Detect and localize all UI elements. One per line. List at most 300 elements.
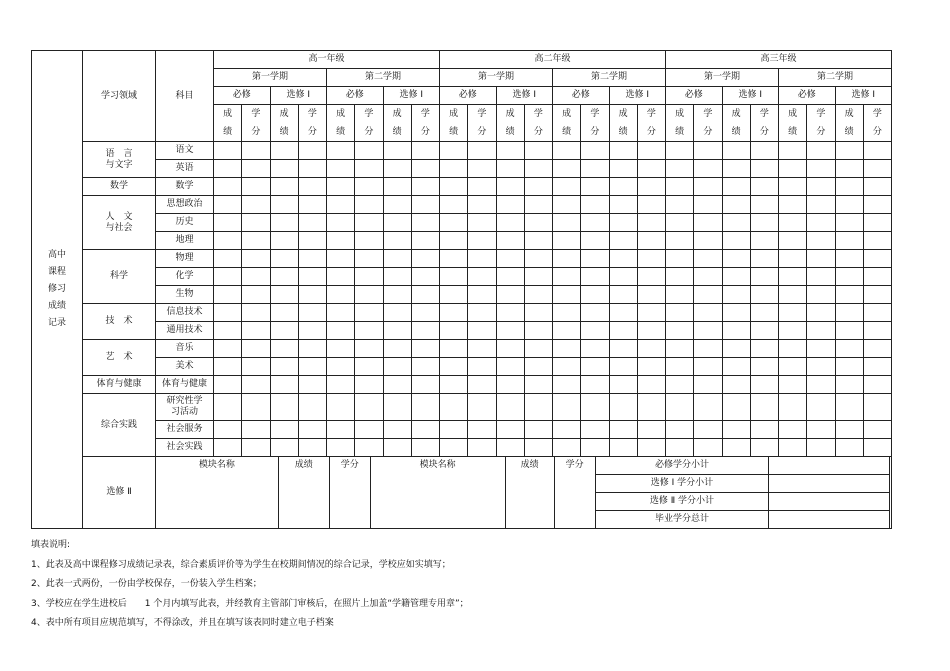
grade-entry-cell [298, 304, 326, 322]
grade-entry-cell [355, 232, 383, 250]
grade-entry-cell [779, 268, 807, 286]
grade-entry-cell [637, 232, 665, 250]
grade-entry-cell [609, 394, 637, 421]
grade-entry-cell [637, 160, 665, 178]
grade-entry-cell [383, 178, 411, 196]
instruction-item: 4、表中所有项目应规范填写，不得涂改，并且在填写该表同时建立电子档案 [31, 618, 334, 628]
grade-entry-cell [581, 160, 609, 178]
grade-entry-cell [383, 142, 411, 160]
grade-entry-cell [242, 178, 270, 196]
grade-entry-cell [440, 376, 468, 394]
elective2-table [156, 457, 891, 529]
grade-entry-cell [863, 304, 891, 322]
grade-entry-cell [835, 250, 863, 268]
grade-entry-cell [327, 142, 355, 160]
grade-entry-cell [694, 196, 722, 214]
grade-entry-cell [722, 250, 750, 268]
grade-entry-cell [637, 196, 665, 214]
grade-entry-cell [581, 394, 609, 421]
grade-entry-cell [609, 196, 637, 214]
grade-entry-cell [807, 142, 835, 160]
grade-entry-cell [637, 421, 665, 439]
score-header: 成 绩 [270, 105, 298, 142]
summary-value-cell [769, 457, 890, 475]
grade-entry-cell [411, 421, 439, 439]
grade-entry-cell [524, 232, 552, 250]
grade-entry-cell [327, 304, 355, 322]
grade-entry-cell [440, 421, 468, 439]
elective1-header: 选修 Ⅰ [835, 87, 892, 105]
grade-entry-cell [496, 286, 524, 304]
grade-entry-cell [242, 196, 270, 214]
grade-entry-cell [553, 232, 581, 250]
grade-entry-cell [468, 322, 496, 340]
grade-entry-cell [807, 196, 835, 214]
grade-entry-cell [581, 376, 609, 394]
grade-entry-cell [694, 178, 722, 196]
grade-entry-cell [270, 250, 298, 268]
grade-entry-cell [722, 421, 750, 439]
grade-entry-cell [214, 421, 242, 439]
grade-entry-cell [722, 394, 750, 421]
grade-entry-cell [863, 160, 891, 178]
grade-entry-cell [553, 268, 581, 286]
summary-label: 必修学分小计 [595, 457, 769, 475]
score-header: 成 绩 [496, 105, 524, 142]
grade-entry-cell [270, 178, 298, 196]
grade-entry-cell [383, 250, 411, 268]
grade-entry-cell [581, 358, 609, 376]
required-header: 必修 [779, 87, 836, 105]
grade-entry-cell [666, 394, 694, 421]
grade-entry-cell [496, 358, 524, 376]
grade-entry-cell [383, 268, 411, 286]
grade-entry-cell [609, 421, 637, 439]
subject-cell: 社会服务 [156, 421, 214, 439]
subject-cell: 语文 [156, 142, 214, 160]
grade-entry-cell [242, 286, 270, 304]
credit-header: 学 分 [411, 105, 439, 142]
grade-entry-cell [270, 196, 298, 214]
grade-entry-cell [722, 286, 750, 304]
grade-entry-cell [750, 304, 778, 322]
score-header: 成 绩 [666, 105, 694, 142]
grade-entry-cell [807, 340, 835, 358]
grade-entry-cell [468, 304, 496, 322]
grade-entry-cell [298, 322, 326, 340]
subject-cell: 社会实践 [156, 439, 214, 457]
grade-entry-cell [242, 376, 270, 394]
grade-entry-cell [440, 178, 468, 196]
grade-entry-cell [468, 232, 496, 250]
grade-entry-cell [835, 196, 863, 214]
grade-entry-cell [270, 340, 298, 358]
grade-entry-cell [355, 142, 383, 160]
grade-entry-cell [863, 322, 891, 340]
grade-entry-cell [298, 268, 326, 286]
grade-entry-cell [666, 340, 694, 358]
grade-entry-cell [440, 268, 468, 286]
grade-entry-cell [666, 214, 694, 232]
subject-cell: 信息技术 [156, 304, 214, 322]
grade-entry-cell [411, 196, 439, 214]
grade-entry-cell [750, 421, 778, 439]
score-header: 成绩 [505, 457, 554, 529]
instruction-item: 2、此表一式两份，一份由学校保存，一份装入学生档案； [31, 579, 262, 589]
grade-entry-cell [835, 178, 863, 196]
grade-entry-cell [722, 196, 750, 214]
grade-entry-cell [694, 376, 722, 394]
grade-entry-cell [496, 439, 524, 457]
grade-entry-cell [609, 358, 637, 376]
area-cell: 体育与健康 [83, 376, 156, 394]
grade-entry-cell [835, 160, 863, 178]
credit-header: 学 分 [242, 105, 270, 142]
term-header: 第一学期 [214, 69, 327, 87]
grade-entry-cell [383, 304, 411, 322]
grade-entry-cell [722, 232, 750, 250]
grade-entry-cell [383, 439, 411, 457]
grade-entry-cell [581, 214, 609, 232]
grade-header: 高二年级 [440, 51, 666, 69]
grade-entry-cell [750, 322, 778, 340]
grade-entry-cell [835, 304, 863, 322]
grade-entry-cell [750, 142, 778, 160]
grade-entry-cell [637, 322, 665, 340]
grade-entry-cell [383, 214, 411, 232]
grade-entry-cell [666, 196, 694, 214]
grade-entry-cell [411, 250, 439, 268]
grade-entry-cell [609, 286, 637, 304]
subject-header: 科目 [156, 51, 214, 142]
grade-entry-cell [383, 376, 411, 394]
grade-entry-cell [779, 196, 807, 214]
grade-entry-cell [214, 286, 242, 304]
grade-header: 高三年级 [666, 51, 892, 69]
subject-cell: 数学 [156, 178, 214, 196]
grade-entry-cell [581, 250, 609, 268]
elective1-header: 选修 Ⅰ [270, 87, 327, 105]
summary-label: 选修 Ⅰ 学分小计 [595, 475, 769, 493]
credit-header: 学 分 [581, 105, 609, 142]
elective2-label: 选修 Ⅱ [83, 457, 156, 529]
grade-entry-cell [609, 439, 637, 457]
grade-entry-cell [609, 142, 637, 160]
grade-entry-cell [750, 250, 778, 268]
grade-entry-cell [355, 196, 383, 214]
grade-entry-cell [327, 250, 355, 268]
elective2-block [156, 457, 892, 529]
grade-entry-cell [863, 178, 891, 196]
grade-entry-cell [214, 196, 242, 214]
grade-entry-cell [411, 376, 439, 394]
grade-entry-cell [666, 178, 694, 196]
grade-entry-cell [779, 358, 807, 376]
grade-entry-cell [383, 286, 411, 304]
score-header: 成绩 [278, 457, 329, 529]
subject-cell: 生物 [156, 286, 214, 304]
grade-entry-cell [468, 196, 496, 214]
grade-entry-cell [694, 358, 722, 376]
grade-entry-cell [440, 160, 468, 178]
score-header: 成 绩 [609, 105, 637, 142]
grade-entry-cell [637, 439, 665, 457]
grade-entry-cell [355, 322, 383, 340]
grade-entry-cell [553, 160, 581, 178]
grade-entry-cell [553, 286, 581, 304]
grade-entry-cell [270, 304, 298, 322]
grade-entry-cell [553, 439, 581, 457]
grade-entry-cell [637, 304, 665, 322]
required-header: 必修 [440, 87, 497, 105]
grade-entry-cell [750, 376, 778, 394]
credit-header: 学 分 [637, 105, 665, 142]
grade-entry-cell [666, 304, 694, 322]
required-header: 必修 [666, 87, 723, 105]
grade-entry-cell [496, 142, 524, 160]
grade-entry-cell [327, 376, 355, 394]
subject-cell: 物理 [156, 250, 214, 268]
grade-entry-cell [468, 421, 496, 439]
grade-entry-cell [496, 304, 524, 322]
grade-entry-cell [835, 439, 863, 457]
grade-entry-cell [411, 439, 439, 457]
grade-entry-cell [468, 340, 496, 358]
grade-entry-cell [270, 286, 298, 304]
grade-entry-cell [581, 439, 609, 457]
grade-entry-cell [524, 250, 552, 268]
grade-entry-cell [298, 376, 326, 394]
summary-label: 毕业学分总计 [595, 511, 769, 529]
grade-entry-cell [835, 376, 863, 394]
grade-entry-cell [750, 214, 778, 232]
grade-entry-cell [468, 439, 496, 457]
grade-entry-cell [242, 268, 270, 286]
grade-entry-cell [807, 268, 835, 286]
grade-entry-cell [666, 358, 694, 376]
transcript-table [31, 50, 892, 529]
grade-entry-cell [270, 439, 298, 457]
area-cell: 数学 [83, 178, 156, 196]
term-header: 第二学期 [553, 69, 666, 87]
score-header: 成 绩 [214, 105, 242, 142]
credit-header: 学 分 [807, 105, 835, 142]
grade-entry-cell [807, 394, 835, 421]
grade-entry-cell [298, 439, 326, 457]
grade-entry-cell [355, 439, 383, 457]
grade-entry-cell [524, 358, 552, 376]
grade-entry-cell [694, 304, 722, 322]
subject-cell: 通用技术 [156, 322, 214, 340]
grade-entry-cell [411, 160, 439, 178]
grade-entry-cell [270, 394, 298, 421]
grade-entry-cell [298, 250, 326, 268]
grade-entry-cell [496, 232, 524, 250]
grade-entry-cell [722, 178, 750, 196]
grade-entry-cell [553, 142, 581, 160]
grade-entry-cell [270, 214, 298, 232]
required-header: 必修 [553, 87, 610, 105]
grade-entry-cell [524, 322, 552, 340]
grade-entry-cell [214, 214, 242, 232]
grade-entry-cell [666, 376, 694, 394]
grade-entry-cell [637, 340, 665, 358]
grade-entry-cell [270, 232, 298, 250]
grade-entry-cell [779, 142, 807, 160]
grade-entry-cell [666, 250, 694, 268]
grade-entry-cell [468, 214, 496, 232]
grade-entry-cell [214, 160, 242, 178]
grade-entry-cell [807, 322, 835, 340]
credit-header: 学 分 [468, 105, 496, 142]
score-header: 成 绩 [553, 105, 581, 142]
grade-entry-cell [609, 160, 637, 178]
grade-entry-cell [440, 394, 468, 421]
grade-entry-cell [440, 286, 468, 304]
area-cell: 技 术 [83, 304, 156, 340]
grade-entry-cell [524, 421, 552, 439]
grade-entry-cell [553, 340, 581, 358]
grade-entry-cell [242, 142, 270, 160]
subject-cell: 音乐 [156, 340, 214, 358]
area-cell: 人 文 与社会 [83, 196, 156, 250]
grade-entry-cell [298, 160, 326, 178]
instruction-item: 3、学校应在学生进校后 1 个月内填写此表，并经教育主管部门审核后，在照片上加盖“学籍管理专用章”； [31, 598, 469, 609]
grade-entry-cell [581, 142, 609, 160]
grade-entry-cell [327, 232, 355, 250]
grade-entry-cell [694, 322, 722, 340]
grade-entry-cell [440, 142, 468, 160]
grade-entry-cell [779, 421, 807, 439]
grade-entry-cell [863, 250, 891, 268]
grade-entry-cell [270, 142, 298, 160]
grade-entry-cell [468, 286, 496, 304]
grade-entry-cell [807, 214, 835, 232]
summary-value-cell [769, 475, 890, 493]
grade-entry-cell [722, 376, 750, 394]
grade-entry-cell [440, 214, 468, 232]
grade-entry-cell [440, 340, 468, 358]
grade-entry-cell [807, 232, 835, 250]
grade-entry-cell [496, 196, 524, 214]
summary-value-cell [769, 493, 890, 511]
grade-entry-cell [411, 304, 439, 322]
credit-header: 学 分 [355, 105, 383, 142]
grade-entry-cell [637, 214, 665, 232]
grade-entry-cell [298, 394, 326, 421]
subject-cell: 化学 [156, 268, 214, 286]
grade-entry-cell [383, 196, 411, 214]
grade-entry-cell [298, 421, 326, 439]
grade-entry-cell [863, 232, 891, 250]
grade-entry-cell [242, 232, 270, 250]
grade-entry-cell [609, 178, 637, 196]
grade-entry-cell [355, 304, 383, 322]
grade-entry-cell [524, 214, 552, 232]
grade-entry-cell [468, 376, 496, 394]
grade-entry-cell [637, 142, 665, 160]
grade-entry-cell [666, 160, 694, 178]
grade-entry-cell [835, 232, 863, 250]
grade-entry-cell [609, 304, 637, 322]
credit-header: 学分 [329, 457, 370, 529]
grade-entry-cell [214, 394, 242, 421]
module-name-header: 模块名称 [370, 457, 505, 529]
grade-entry-cell [468, 268, 496, 286]
grade-entry-cell [835, 340, 863, 358]
grade-entry-cell [722, 160, 750, 178]
grade-entry-cell [242, 340, 270, 358]
grade-entry-cell [637, 250, 665, 268]
grade-entry-cell [355, 421, 383, 439]
grade-entry-cell [214, 178, 242, 196]
credit-header: 学分 [554, 457, 595, 529]
grade-entry-cell [863, 439, 891, 457]
score-header: 成 绩 [835, 105, 863, 142]
grade-entry-cell [581, 268, 609, 286]
grade-entry-cell [553, 304, 581, 322]
grade-entry-cell [355, 268, 383, 286]
grade-entry-cell [298, 142, 326, 160]
grade-entry-cell [750, 196, 778, 214]
subject-cell: 地理 [156, 232, 214, 250]
grade-entry-cell [270, 376, 298, 394]
grade-entry-cell [779, 286, 807, 304]
grade-entry-cell [553, 394, 581, 421]
grade-entry-cell [496, 340, 524, 358]
grade-entry-cell [468, 358, 496, 376]
grade-entry-cell [609, 322, 637, 340]
grade-entry-cell [383, 160, 411, 178]
grade-entry-cell [411, 178, 439, 196]
grade-entry-cell [214, 304, 242, 322]
grade-entry-cell [524, 439, 552, 457]
grade-entry-cell [581, 322, 609, 340]
grade-entry-cell [242, 439, 270, 457]
grade-entry-cell [327, 160, 355, 178]
grade-entry-cell [327, 439, 355, 457]
grade-entry-cell [722, 304, 750, 322]
subject-cell: 历史 [156, 214, 214, 232]
grade-entry-cell [496, 268, 524, 286]
grade-entry-cell [694, 214, 722, 232]
grade-entry-cell [440, 232, 468, 250]
grade-entry-cell [327, 322, 355, 340]
grade-entry-cell [750, 232, 778, 250]
grade-entry-cell [581, 196, 609, 214]
grade-entry-cell [355, 178, 383, 196]
grade-entry-cell [609, 340, 637, 358]
grade-entry-cell [779, 232, 807, 250]
grade-entry-cell [581, 178, 609, 196]
grade-entry-cell [835, 142, 863, 160]
grade-entry-cell [327, 196, 355, 214]
grade-entry-cell [468, 178, 496, 196]
grade-entry-cell [722, 214, 750, 232]
grade-entry-cell [355, 358, 383, 376]
grade-entry-cell [383, 232, 411, 250]
grade-entry-cell [581, 340, 609, 358]
grade-entry-cell [609, 214, 637, 232]
grade-entry-cell [779, 340, 807, 358]
grade-entry-cell [694, 439, 722, 457]
grade-entry-cell [355, 340, 383, 358]
grade-entry-cell [242, 250, 270, 268]
grade-entry-cell [666, 322, 694, 340]
grade-entry-cell [214, 268, 242, 286]
grade-entry-cell [722, 358, 750, 376]
grade-entry-cell [242, 322, 270, 340]
